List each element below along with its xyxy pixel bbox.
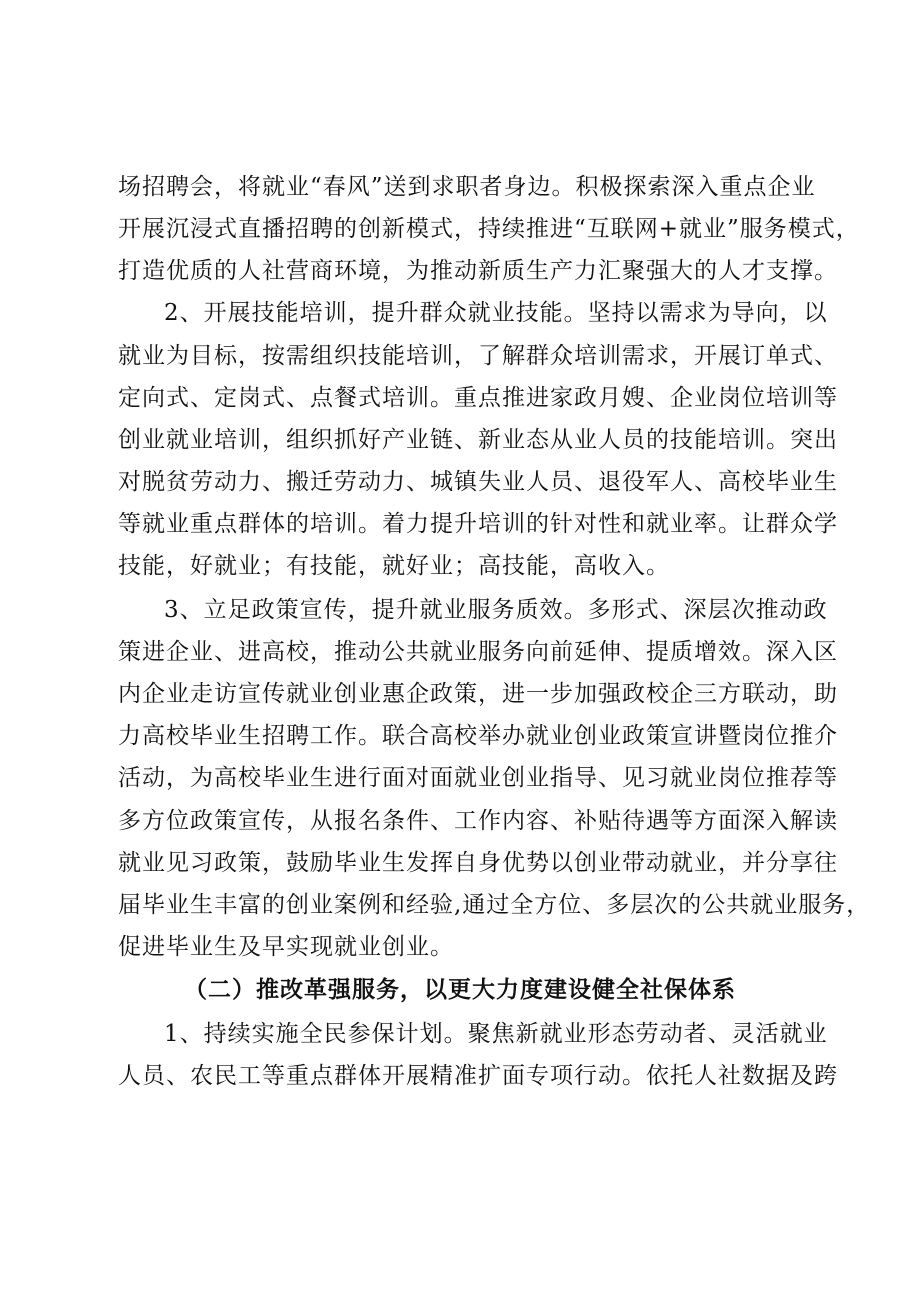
section-heading: （二）推改革强服务，以更大力度建设健全社保体系 — [184, 976, 736, 1003]
paragraph-line: 1、持续实施全民参保计划。聚焦新就业形态劳动者、灵活就业 — [164, 1021, 828, 1047]
paragraph-line: 等就业重点群体的培训。着力提升培训的针对性和就业率。让群众学 — [118, 511, 838, 537]
paragraph-line: 创业就业培训，组织抓好产业链、新业态从业人员的技能培训。突出 — [118, 427, 838, 453]
paragraph-line: 对脱贫劳动力、搬迁劳动力、城镇失业人员、退役军人、高校毕业生 — [118, 469, 838, 495]
paragraph-line: 活动，为高校毕业生进行面对面就业创业指导、见习就业岗位推荐等 — [118, 765, 838, 791]
paragraph-line: 促进毕业生及早实现就业创业。 — [118, 934, 454, 960]
paragraph-line: 技能，好就业；有技能，就好业；高技能，高收入。 — [118, 553, 670, 579]
paragraph-line: 力高校毕业生招聘工作。联合高校举办就业创业政策宣讲暨岗位推介 — [118, 723, 838, 749]
paragraph-line: 就业见习政策，鼓励毕业生发挥自身优势以创业带动就业，并分享往 — [118, 850, 838, 876]
paragraph-line: 打造优质的人社营商环境，为推动新质生产力汇聚强大的人才支撑。 — [118, 258, 838, 284]
paragraph-line: 就业为目标，按需组织技能培训，了解群众培训需求，开展订单式、 — [118, 343, 838, 369]
paragraph-line: 开展沉浸式直播招聘的创新模式，持续推进“互联网+就业”服务模式， — [118, 216, 860, 242]
paragraph-line: 多方位政策宣传，从报名条件、工作内容、补贴待遇等方面深入解读 — [118, 808, 838, 834]
paragraph-line: 场招聘会，将就业“春风”送到求职者身边。积极探索深入重点企业 — [118, 174, 816, 200]
paragraph-line: 策进企业、进高校，推动公共就业服务向前延伸、提质增效。深入区 — [118, 639, 838, 665]
paragraph-line: 人员、农民工等重点群体开展精准扩面专项行动。依托人社数据及跨 — [118, 1063, 838, 1089]
paragraph-line: 内企业走访宣传就业创业惠企政策，进一步加强政校企三方联动，助 — [118, 681, 838, 707]
paragraph-line: 定向式、定岗式、点餐式培训。重点推进家政月嫂、企业岗位培训等 — [118, 385, 838, 411]
paragraph-line: 2、开展技能培训，提升群众就业技能。坚持以需求为导向，以 — [164, 300, 828, 326]
paragraph-line: 届毕业生丰富的创业案例和经验,通过全方位、多层次的公共就业服务， — [118, 892, 871, 918]
paragraph-line: 3、立足政策宣传，提升就业服务质效。多形式、深层次推动政 — [164, 597, 828, 623]
